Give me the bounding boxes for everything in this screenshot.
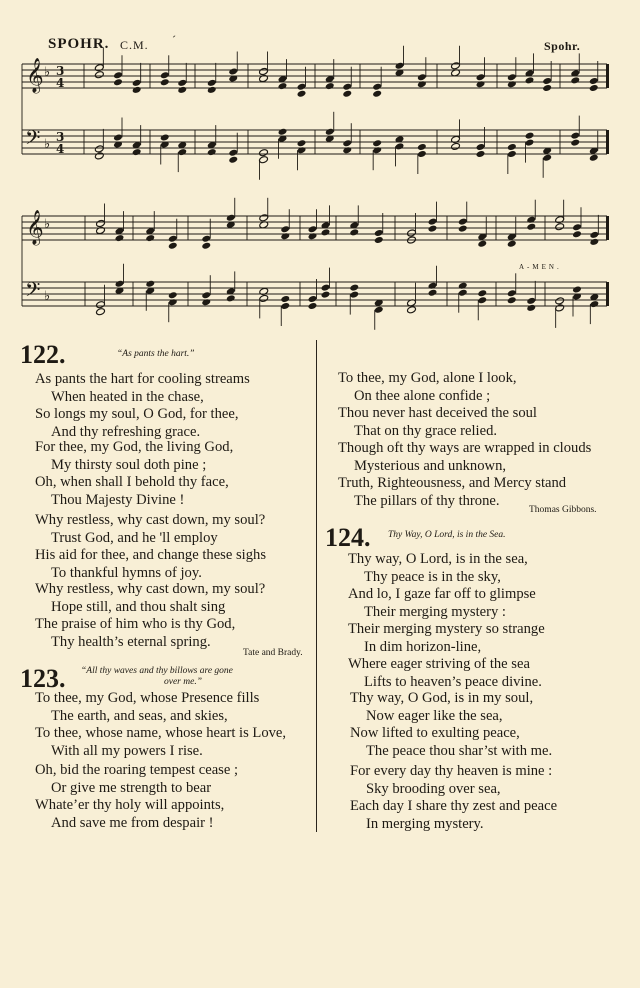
note-head bbox=[96, 219, 106, 227]
note-head bbox=[374, 236, 384, 244]
note-head bbox=[349, 284, 359, 292]
hymn-line: Oh, when shall I behold thy face, bbox=[35, 474, 229, 491]
note-head bbox=[395, 62, 405, 70]
note-head bbox=[417, 143, 427, 151]
note-head bbox=[342, 83, 352, 91]
note-head bbox=[342, 90, 352, 98]
note-head bbox=[177, 148, 187, 156]
hymn-first-line: “As pants the hart.” bbox=[117, 349, 195, 359]
hymn-line: Thy peace is in the sky, bbox=[364, 568, 501, 585]
note-head bbox=[589, 84, 599, 92]
note-head bbox=[589, 231, 599, 239]
hymn-line: Where eager striving of the sea bbox=[348, 656, 530, 673]
note-head bbox=[572, 230, 582, 238]
hymn-line: Truth, Righteousness, and Mercy stand bbox=[338, 475, 567, 492]
final-bar bbox=[606, 216, 609, 240]
note-head bbox=[372, 139, 382, 147]
hymn-line: Now lifted to exulting peace, bbox=[350, 725, 520, 742]
note-head bbox=[526, 216, 536, 224]
hymn-line: To thankful hymns of joy. bbox=[51, 565, 202, 582]
note-head bbox=[476, 150, 486, 158]
music-score bbox=[0, 0, 640, 330]
hymn-line: Thou never hast deceived the soul bbox=[338, 405, 537, 422]
note-head bbox=[297, 90, 307, 98]
note-head bbox=[297, 146, 307, 154]
hymn-line: Thy health’s eternal spring. bbox=[51, 634, 211, 651]
hymn-line: So longs my soul, O God, for thee, bbox=[35, 406, 239, 423]
note-head bbox=[321, 291, 331, 299]
note-head bbox=[297, 139, 307, 147]
note-head bbox=[555, 223, 565, 231]
note-head bbox=[417, 80, 427, 88]
note-head bbox=[507, 143, 517, 151]
note-head bbox=[458, 225, 468, 233]
hymn-line: The earth, and seas, and skies, bbox=[51, 707, 228, 724]
hymn-line: Thy way, O Lord, is in the sea, bbox=[348, 551, 528, 567]
flat-sign: ♭ bbox=[44, 137, 51, 152]
note-head bbox=[259, 294, 269, 302]
flat-sign: ♭ bbox=[44, 289, 51, 304]
hymn-line: With all my powers I rise. bbox=[51, 743, 203, 760]
note-head bbox=[113, 78, 123, 86]
note-head bbox=[160, 78, 170, 86]
bass-clef: 𝄢 bbox=[25, 278, 41, 306]
note-head bbox=[572, 223, 582, 231]
note-head bbox=[325, 82, 335, 90]
note-head bbox=[94, 71, 104, 79]
note-head bbox=[349, 228, 359, 236]
note-head bbox=[94, 152, 104, 160]
note-head bbox=[259, 214, 269, 222]
hymn-line: Why restless, why cast down, my soul? bbox=[35, 581, 266, 597]
note-head bbox=[207, 79, 217, 87]
amen-label: A-MEN. bbox=[519, 263, 562, 271]
note-head bbox=[395, 142, 405, 150]
hymn-line: Lifts to heaven’s peace divine. bbox=[364, 674, 542, 691]
hymn-line: The pillars of thy throne. bbox=[354, 493, 500, 510]
note-head bbox=[555, 216, 565, 224]
hymn-line: Thou Majesty Divine ! bbox=[51, 492, 185, 509]
note-head bbox=[570, 76, 580, 84]
note-head bbox=[507, 80, 517, 88]
note-head bbox=[207, 148, 217, 156]
note-head bbox=[589, 238, 599, 246]
note-head bbox=[168, 291, 178, 299]
hymn-line: Or give me strength to bear bbox=[51, 779, 212, 796]
note-head bbox=[207, 86, 217, 94]
note-head bbox=[542, 77, 552, 85]
hymn-line: To thee, my God, whose Presence fills bbox=[35, 690, 260, 706]
note-head bbox=[168, 298, 178, 306]
note-head bbox=[226, 294, 236, 302]
note-head bbox=[280, 225, 290, 233]
hymn-first-line-cont: over me.” bbox=[164, 677, 202, 687]
note-head bbox=[342, 146, 352, 154]
note-head bbox=[477, 240, 487, 248]
hymn-line: Now eager like the sea, bbox=[366, 707, 503, 724]
note-head bbox=[407, 229, 417, 237]
note-head bbox=[507, 296, 517, 304]
note-head bbox=[113, 133, 123, 141]
hymn-number: 124. bbox=[325, 523, 371, 552]
time-sig: 4 bbox=[56, 76, 65, 90]
time-sig: 4 bbox=[56, 142, 65, 156]
note-head bbox=[570, 132, 580, 140]
note-head bbox=[555, 304, 565, 312]
hymn-line: In merging mystery. bbox=[366, 816, 484, 833]
flat-sign: ♭ bbox=[44, 217, 51, 232]
note-head bbox=[321, 284, 331, 292]
hymn-line: As pants the hart for cooling streams bbox=[35, 371, 250, 387]
note-head bbox=[94, 145, 104, 153]
hymn-line: For thee, my God, the living God, bbox=[35, 439, 234, 455]
note-head bbox=[201, 235, 211, 243]
note-head bbox=[259, 156, 269, 164]
note-head bbox=[507, 240, 517, 248]
note-head bbox=[555, 297, 565, 305]
note-head bbox=[228, 156, 238, 164]
time-sig: 3 bbox=[56, 130, 65, 144]
hymn-line: For every day thy heaven is mine : bbox=[350, 763, 553, 779]
note-head bbox=[297, 83, 307, 91]
note-head bbox=[280, 295, 290, 303]
hymn-author: Tate and Brady. bbox=[243, 648, 303, 658]
note-head bbox=[372, 146, 382, 154]
note-head bbox=[458, 289, 468, 297]
note-head bbox=[113, 71, 123, 79]
note-head bbox=[201, 291, 211, 299]
note-head bbox=[417, 73, 427, 81]
hymn-line: And save me from despair ! bbox=[51, 815, 214, 832]
note-head bbox=[308, 232, 318, 240]
final-bar bbox=[606, 282, 609, 306]
hymn-line: Though oft thy ways are wrapped in clouds bbox=[338, 440, 592, 456]
hymn-number: 122. bbox=[20, 340, 66, 369]
bass-clef: 𝄢 bbox=[25, 126, 41, 154]
note-head bbox=[201, 298, 211, 306]
note-head bbox=[226, 214, 236, 222]
note-head bbox=[507, 73, 517, 81]
hymn-line: My thirsty soul doth pine ; bbox=[51, 456, 207, 473]
note-head bbox=[308, 225, 318, 233]
note-head bbox=[525, 132, 535, 140]
tune-meter: C.M. bbox=[120, 38, 149, 52]
note-head bbox=[428, 225, 438, 233]
note-head bbox=[94, 64, 104, 72]
tune-mark: ˊ bbox=[172, 33, 177, 47]
note-head bbox=[201, 242, 211, 250]
hymn-line: Hope still, and thou shalt sing bbox=[51, 598, 226, 615]
note-head bbox=[451, 142, 461, 150]
note-head bbox=[280, 302, 290, 310]
note-head bbox=[168, 235, 178, 243]
note-head bbox=[477, 289, 487, 297]
note-head bbox=[145, 234, 155, 242]
note-head bbox=[407, 306, 417, 314]
note-head bbox=[476, 73, 486, 81]
note-head bbox=[542, 154, 552, 162]
note-head bbox=[96, 308, 106, 316]
note-head bbox=[372, 83, 382, 91]
note-head bbox=[145, 280, 155, 288]
note-head bbox=[280, 232, 290, 240]
note-head bbox=[115, 280, 125, 288]
note-head bbox=[589, 300, 599, 308]
note-head bbox=[321, 228, 331, 236]
note-head bbox=[168, 242, 178, 250]
hymn-line: Oh, bid the roaring tempest cease ; bbox=[35, 762, 239, 778]
hymn-line: Their merging mystery : bbox=[364, 604, 506, 621]
final-bar bbox=[606, 130, 609, 154]
note-head bbox=[372, 90, 382, 98]
note-head bbox=[132, 86, 142, 94]
note-head bbox=[526, 304, 536, 312]
note-head bbox=[589, 154, 599, 162]
note-head bbox=[451, 62, 461, 70]
hymn-line: Why restless, why cast down, my soul? bbox=[35, 512, 266, 528]
note-head bbox=[525, 139, 535, 147]
hymn-line: Thy way, O God, is in my soul, bbox=[350, 690, 534, 706]
hymn-123-header bbox=[20, 666, 66, 692]
hymn-line: Trust God, and he 'll employ bbox=[51, 529, 218, 546]
note-head bbox=[476, 80, 486, 88]
note-head bbox=[308, 295, 318, 303]
note-head bbox=[428, 289, 438, 297]
note-head bbox=[374, 229, 384, 237]
note-head bbox=[132, 79, 142, 87]
hymn-line: To thee, whose name, whose heart is Love, bbox=[35, 725, 287, 742]
note-head bbox=[96, 301, 106, 309]
column-divider bbox=[316, 340, 317, 832]
note-head bbox=[507, 150, 517, 158]
hymn-first-line: “All thy waves and thy billows are gone bbox=[81, 666, 233, 676]
hymn-line: Mysterious and unknown, bbox=[354, 457, 507, 474]
hymn-line: The peace thou shar’st with me. bbox=[366, 743, 553, 760]
note-head bbox=[477, 296, 487, 304]
note-head bbox=[526, 223, 536, 231]
note-head bbox=[160, 133, 170, 141]
note-head bbox=[325, 128, 335, 136]
note-head bbox=[570, 139, 580, 147]
note-head bbox=[228, 67, 238, 75]
note-head bbox=[278, 82, 288, 90]
hymn-line: In dim horizon-line, bbox=[364, 638, 482, 655]
note-head bbox=[542, 84, 552, 92]
hymn-line: That on thy grace relied. bbox=[354, 423, 498, 440]
hymn-line: Each day I share thy zest and peace bbox=[350, 798, 558, 815]
note-head bbox=[572, 285, 582, 293]
hymn-line: The praise of him who is thy God, bbox=[35, 616, 236, 633]
hymn-line: And lo, I gaze far off to glimpse bbox=[348, 586, 536, 603]
note-head bbox=[525, 76, 535, 84]
note-head bbox=[507, 289, 517, 297]
note-head bbox=[278, 128, 288, 136]
hymn-line: Sky brooding over sea, bbox=[366, 780, 501, 797]
tune-name: SPOHR. bbox=[48, 36, 110, 52]
tune-composer: Spohr. bbox=[544, 39, 581, 53]
treble-clef: 𝄞 bbox=[26, 58, 44, 93]
note-head bbox=[374, 306, 384, 314]
note-head bbox=[589, 77, 599, 85]
hymn-124-header bbox=[325, 525, 371, 551]
treble-clef: 𝄞 bbox=[26, 210, 44, 245]
note-head bbox=[259, 149, 269, 157]
note-head bbox=[177, 79, 187, 87]
hymn-author: Thomas Gibbons. bbox=[529, 505, 597, 515]
note-head bbox=[228, 149, 238, 157]
hymn-line: To thee, my God, alone I look, bbox=[338, 370, 517, 386]
note-head bbox=[342, 139, 352, 147]
note-head bbox=[259, 67, 269, 75]
flat-sign: ♭ bbox=[44, 65, 51, 80]
note-head bbox=[349, 291, 359, 299]
note-head bbox=[308, 302, 318, 310]
note-head bbox=[526, 297, 536, 305]
note-head bbox=[160, 71, 170, 79]
note-head bbox=[115, 234, 125, 242]
final-bar bbox=[606, 64, 609, 88]
note-head bbox=[417, 150, 427, 158]
hymn-122-header bbox=[20, 342, 66, 368]
hymn-number: 123. bbox=[20, 664, 66, 693]
note-head bbox=[458, 282, 468, 290]
hymn-line: When heated in the chase, bbox=[51, 388, 204, 405]
note-head bbox=[132, 148, 142, 156]
hymn-line: His aid for thee, and change these sighs bbox=[35, 547, 266, 564]
note-head bbox=[458, 218, 468, 226]
hymn-line: And thy refreshing grace. bbox=[51, 424, 201, 441]
note-head bbox=[476, 143, 486, 151]
hymn-line: Whate’er thy holy will appoints, bbox=[35, 797, 225, 814]
hymn-line: Their merging mystery so strange bbox=[348, 621, 545, 637]
note-head bbox=[177, 86, 187, 94]
time-sig: 3 bbox=[56, 64, 65, 78]
hymn-first-line: Thy Way, O Lord, is in the Sea. bbox=[388, 530, 506, 540]
hymn-line: On thee alone confide ; bbox=[354, 387, 491, 404]
note-head bbox=[428, 282, 438, 290]
note-head bbox=[428, 218, 438, 226]
